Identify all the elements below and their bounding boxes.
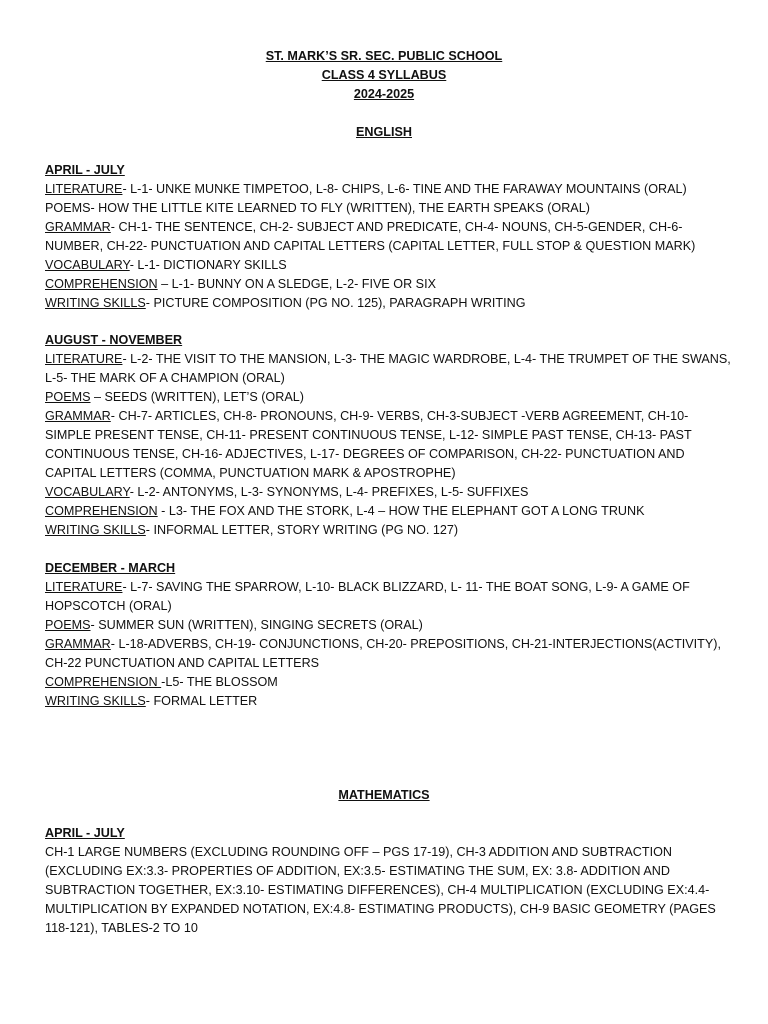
item-label: COMPREHENSION xyxy=(45,675,162,689)
syllabus-item xyxy=(45,407,735,483)
syllabus-item xyxy=(45,218,735,256)
item-label: POEMS xyxy=(45,618,91,632)
item-label: LITERATURE xyxy=(45,182,123,196)
syllabus-item xyxy=(45,616,735,635)
syllabus-item xyxy=(45,275,735,294)
document-header xyxy=(0,47,768,104)
item-label: LITERATURE xyxy=(45,580,123,594)
syllabus-item xyxy=(45,483,735,502)
english-term-december-march xyxy=(45,559,735,711)
item-text: – L-1- BUNNY ON A SLEDGE, L-2- FIVE OR SIX xyxy=(157,277,436,291)
item-text: - L-1- UNKE MUNKE TIMPETOO, L-8- CHIPS, L-6- TINE AND THE FARAWAY MOUNTAINS (ORAL) xyxy=(122,182,687,196)
syllabus-item xyxy=(45,635,735,673)
syllabus-item xyxy=(45,692,735,711)
item-label: LITERATURE xyxy=(45,352,123,366)
item-label: WRITING SKILLS xyxy=(45,296,146,310)
item-text: - INFORMAL LETTER, STORY WRITING (PG NO. 127) xyxy=(145,523,459,537)
syllabus-item xyxy=(45,294,735,313)
subject-title-english: ENGLISH xyxy=(356,125,412,139)
item-label: COMPREHENSION xyxy=(45,504,158,518)
item-label: GRAMMAR xyxy=(45,409,111,423)
subject-title-mathematics: MATHEMATICS xyxy=(338,788,430,802)
item-text: - FORMAL LETTER xyxy=(145,694,258,708)
syllabus-item xyxy=(45,256,735,275)
item-text: - L-18-ADVERBS, CH-19- CONJUNCTIONS, CH-20- PREPOSITIONS, CH-21-INTERJECTIONS(ACTIVITY), CH-22 PUNCTUATION AND CAPITAL LETTERS xyxy=(45,637,721,670)
item-label: WRITING SKILLS xyxy=(45,694,146,708)
item-text: – SEEDS (WRITTEN), LET’S (ORAL) xyxy=(90,390,304,404)
syllabus-item xyxy=(45,180,735,199)
item-label: VOCABULARY xyxy=(45,258,130,272)
item-text: - L-7- SAVING THE SPARROW, L-10- BLACK BLIZZARD, L- 11- THE BOAT SONG, L-9- A GAME OF HOPSCOTCH (ORAL) xyxy=(45,580,690,613)
english-term-august-november xyxy=(45,331,735,540)
item-label: GRAMMAR xyxy=(45,637,111,651)
item-text: - CH-7- ARTICLES, CH-8- PRONOUNS, CH-9- VERBS, CH-3-SUBJECT -VERB AGREEMENT, CH-10- SIMPLE PRESENT TENSE, CH-11- PRESENT CONTINUOUS TENSE, L-12- SIMPLE PAST TENSE, CH-13- PAST CONTINUOUS TENSE, CH-16- ADJECTIVES, L-17- DEGREES OF COMPARISON, CH-22- PUNCTUATION AND CAPITAL LETTERS (COMMA, PUNCTUATION MARK & APOSTROPHE) xyxy=(45,409,692,480)
syllabus-item xyxy=(45,199,735,218)
english-term-april-july xyxy=(45,161,735,313)
item-label: COMPREHENSION xyxy=(45,277,158,291)
syllabus-item xyxy=(45,521,735,540)
item-text: - PICTURE COMPOSITION (PG NO. 125), PARAGRAPH WRITING xyxy=(145,296,526,310)
syllabus-item xyxy=(45,350,735,388)
term-heading: APRIL - JULY xyxy=(45,826,125,840)
item-text: POEMS- HOW THE LITTLE KITE LEARNED TO FLY (WRITTEN), THE EARTH SPEAKS (ORAL) xyxy=(45,201,590,215)
term-heading: APRIL - JULY xyxy=(45,163,125,177)
item-label: WRITING SKILLS xyxy=(45,523,146,537)
item-label: GRAMMAR xyxy=(45,220,111,234)
item-text: - CH-1- THE SENTENCE, CH-2- SUBJECT AND PREDICATE, CH-4- NOUNS, CH-5-GENDER, CH-6- NUMBER, CH-22- PUNCTUATION AND CAPITAL LETTERS (CAPITAL LETTER, FULL STOP & QUESTION MARK) xyxy=(45,220,696,253)
item-text: - SUMMER SUN (WRITTEN), SINGING SECRETS (ORAL) xyxy=(90,618,423,632)
item-label: POEMS xyxy=(45,390,91,404)
item-label: VOCABULARY xyxy=(45,485,130,499)
term-heading: AUGUST - NOVEMBER xyxy=(45,333,183,347)
item-text: - L-2- ANTONYMS, L-3- SYNONYMS, L-4- PREFIXES, L-5- SUFFIXES xyxy=(129,485,529,499)
term-heading: DECEMBER - MARCH xyxy=(45,561,176,575)
item-text: CH-1 LARGE NUMBERS (EXCLUDING ROUNDING OFF – PGS 17-19), CH-3 ADDITION AND SUBTRACTION (EXCLUDING EX:3.3- PROPERTIES OF ADDITION, EX:3.5- ESTIMATING THE SUM, EX: 3.8- ADDITION AND SUBTRACTION TOGETHER, EX:3.10- ESTIMATING DIFFERENCES), CH-4 MULTIPLICATION (EXCLUDING EX:4.4- MULTIPLICATION BY EXPANDED NOTATION, EX:4.8- ESTIMATING PRODUCTS), CH-9 BASIC GEOMETRY (PAGES 118-121), TABLES-2 TO 10 xyxy=(45,845,716,935)
syllabus-item xyxy=(45,843,735,938)
item-text: - L-1- DICTIONARY SKILLS xyxy=(129,258,287,272)
item-text: - L-2- THE VISIT TO THE MANSION, L-3- THE MAGIC WARDROBE, L-4- THE TRUMPET OF THE SWANS, L-5- THE MARK OF A CHAMPION (ORAL) xyxy=(45,352,731,385)
item-text: -L5- THE BLOSSOM xyxy=(161,675,278,689)
academic-year: 2024-2025 xyxy=(353,87,415,101)
school-name: ST. MARK’S SR. SEC. PUBLIC SCHOOL xyxy=(265,49,503,63)
item-text: - L3- THE FOX AND THE STORK, L-4 – HOW THE ELEPHANT GOT A LONG TRUNK xyxy=(157,504,645,518)
mathematics-term-april-july xyxy=(45,824,735,938)
syllabus-item xyxy=(45,578,735,616)
syllabus-item xyxy=(45,502,735,521)
syllabus-item xyxy=(45,673,735,692)
class-title: CLASS 4 SYLLABUS xyxy=(321,68,447,82)
syllabus-item xyxy=(45,388,735,407)
